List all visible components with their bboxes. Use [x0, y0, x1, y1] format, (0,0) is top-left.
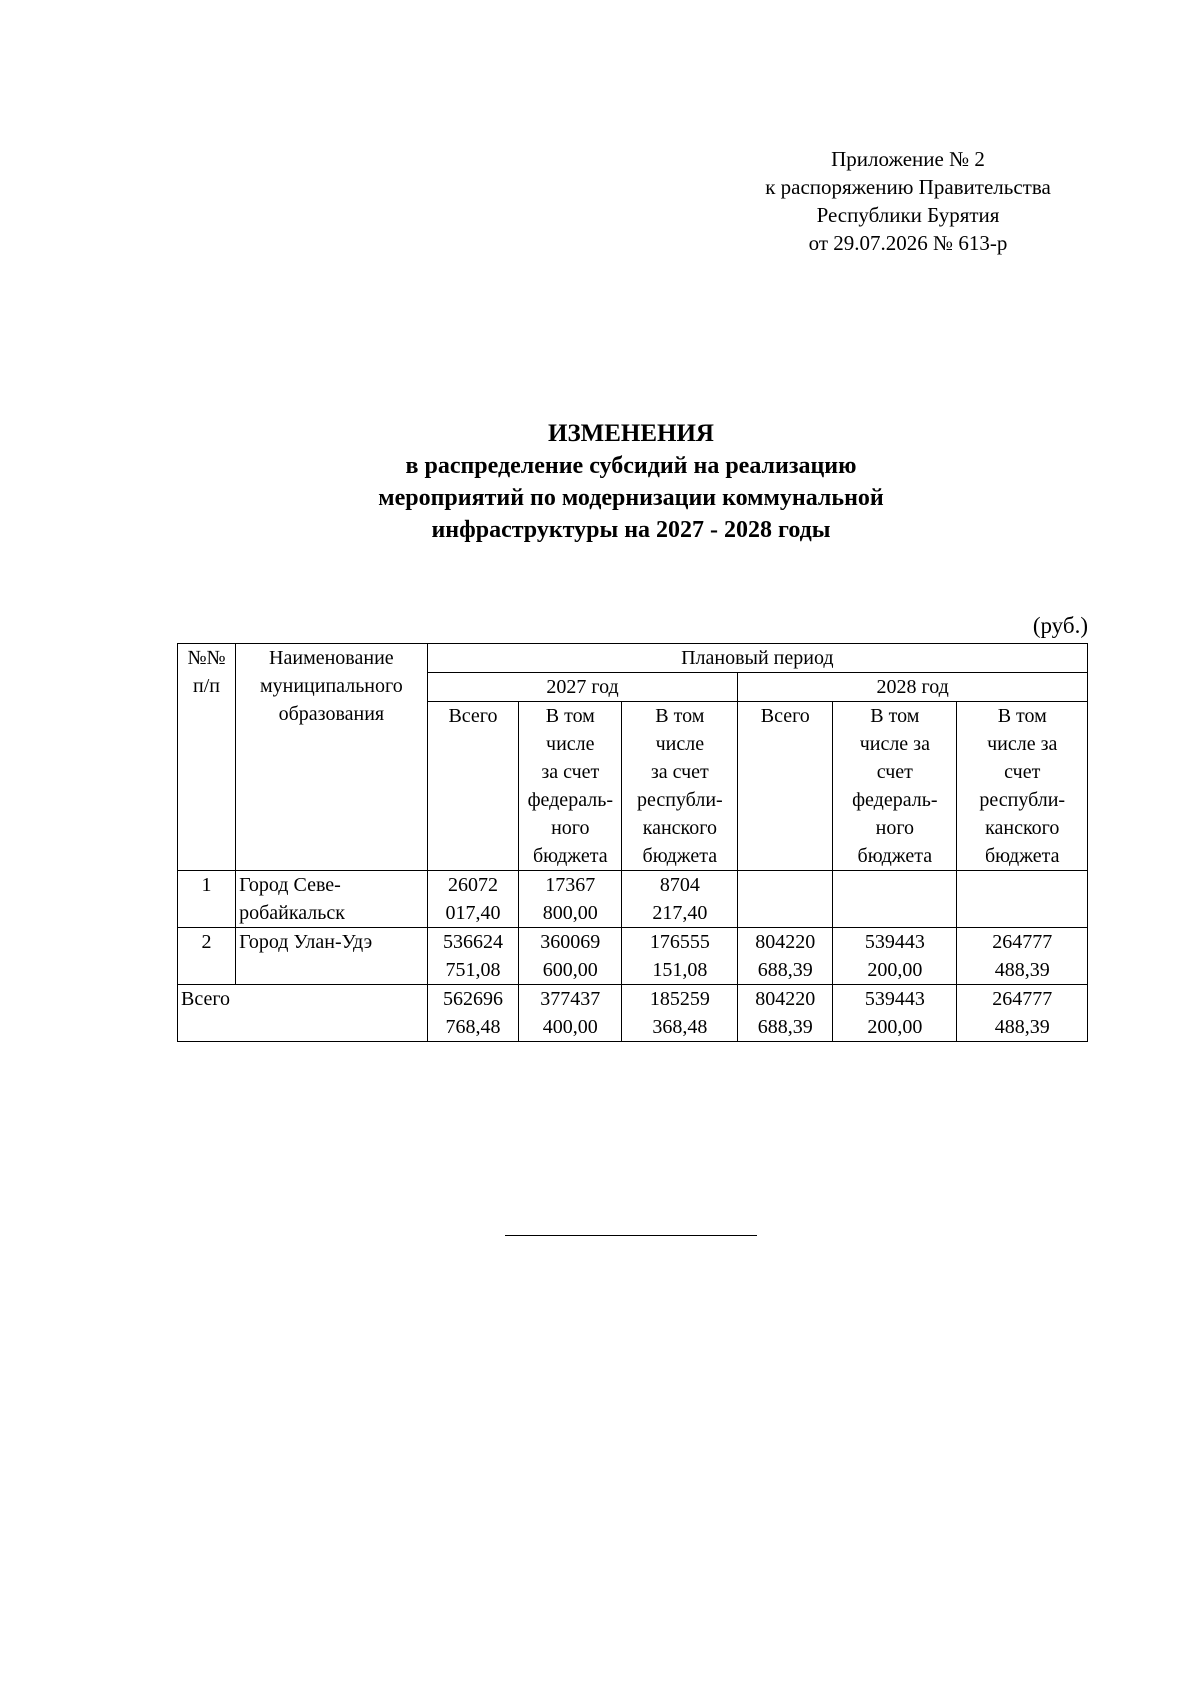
header-line: за счет	[650, 761, 709, 783]
title-line: мероприятий по модернизации коммунальной	[378, 485, 884, 511]
amount-line: 176555	[649, 931, 710, 953]
header-line: счет	[1004, 761, 1041, 783]
amount-line: 688,39	[757, 1016, 813, 1038]
amount-line: 264777	[992, 931, 1053, 953]
title-main: ИЗМЕНЕНИЯ	[548, 420, 714, 447]
amount-line: 017,40	[445, 902, 501, 924]
header-line: числе	[655, 733, 705, 755]
amount-cell	[427, 871, 519, 928]
amount-line: 539443	[864, 931, 925, 953]
appendix-line: к распоряжению Правительства	[765, 175, 1051, 199]
amount-cell	[957, 871, 1088, 928]
title-line: в распределение субсидий на реализацию	[405, 453, 857, 479]
amount-line: 751,08	[445, 959, 501, 981]
header-line: республи-	[636, 789, 723, 811]
row-municipality	[236, 871, 428, 928]
amount-cell	[622, 928, 738, 985]
header-republic-2027	[622, 702, 738, 871]
header-total-2027	[427, 702, 519, 871]
amount-line: 688,39	[757, 959, 813, 981]
header-number	[178, 644, 236, 871]
amount-cell	[519, 871, 622, 928]
total-amount-cell	[833, 985, 957, 1042]
amount-line: 217,40	[652, 902, 708, 924]
amount-line: 17367	[545, 874, 596, 896]
appendix-block	[738, 145, 1078, 257]
header-line: бюджета	[857, 845, 933, 867]
header-line: бюджета	[533, 845, 608, 867]
header-planned-period: Плановый период	[427, 644, 1087, 673]
total-amount-cell	[622, 985, 738, 1042]
header-line: В том	[997, 705, 1047, 727]
table-row	[178, 871, 1088, 928]
amount-line: 377437	[540, 988, 601, 1010]
row-number: 2	[178, 928, 236, 985]
amount-cell	[957, 928, 1088, 985]
header-republic-2028	[957, 702, 1088, 871]
header-line: канского	[985, 817, 1060, 839]
row-number: 1	[178, 871, 236, 928]
header-line: числе за	[987, 733, 1058, 755]
header-line: канского	[642, 817, 717, 839]
total-amount-cell	[427, 985, 519, 1042]
header-line: федераль-	[527, 789, 614, 811]
amount-line: 488,39	[994, 959, 1050, 981]
header-line: федераль-	[852, 789, 938, 811]
header-year-2028: 2028 год	[738, 673, 1088, 702]
municipality-line: Город Улан-Удэ	[239, 931, 373, 953]
amount-line: 488,39	[994, 1016, 1050, 1038]
amount-line: 804220	[755, 988, 816, 1010]
title-line: инфраструктуры на 2027 - 2028 годы	[431, 517, 831, 543]
header-line: республи-	[979, 789, 1066, 811]
amount-cell	[833, 928, 957, 985]
amount-line: 800,00	[542, 902, 598, 924]
header-line: за счет	[541, 761, 600, 783]
header-line: бюджета	[642, 845, 718, 867]
row-municipality	[236, 928, 428, 985]
amount-line: 185259	[649, 988, 710, 1010]
amount-line: 804220	[755, 931, 816, 953]
header-municipality-line: Наименование	[269, 647, 394, 669]
header-line: В том	[545, 705, 595, 727]
header-year-2027: 2027 год	[427, 673, 738, 702]
header-line: Всего	[448, 705, 498, 727]
amount-line: 539443	[864, 988, 925, 1010]
amount-cell	[833, 871, 957, 928]
amount-line: 8704	[659, 874, 700, 896]
municipality-line: робайкальск	[239, 902, 345, 924]
amount-line: 151,08	[652, 959, 708, 981]
total-amount-cell	[738, 985, 833, 1042]
amount-line: 368,48	[652, 1016, 708, 1038]
amount-line: 360069	[540, 931, 601, 953]
total-amount-cell	[519, 985, 622, 1042]
header-line: ного	[875, 817, 915, 839]
header-line: числе	[546, 733, 595, 755]
total-row	[178, 985, 1088, 1042]
amount-line: 200,00	[867, 1016, 923, 1038]
amount-line: 200,00	[867, 959, 923, 981]
amount-line: 768,48	[445, 1016, 501, 1038]
header-number-line: №№	[187, 647, 226, 669]
header-line: ного	[551, 817, 590, 839]
header-federal-2027	[519, 702, 622, 871]
header-line: счет	[876, 761, 913, 783]
amount-cell	[519, 928, 622, 985]
document-title	[0, 418, 1200, 546]
subsidy-table	[177, 643, 1088, 1042]
header-municipality-line: образования	[278, 703, 385, 725]
header-federal-2028	[833, 702, 957, 871]
header-municipality-line: муниципального	[259, 675, 403, 697]
amount-cell	[738, 928, 833, 985]
amount-cell	[622, 871, 738, 928]
amount-cell	[738, 871, 833, 928]
header-total-2028	[738, 702, 833, 871]
municipality-line: Город Севе-	[239, 874, 341, 896]
footer-rule	[505, 1235, 757, 1236]
header-line: В том	[655, 705, 705, 727]
header-municipality	[236, 644, 428, 871]
amount-line: 562696	[442, 988, 503, 1010]
amount-line: 600,00	[542, 959, 598, 981]
appendix-line: от 29.07.2026 № 613-р	[808, 231, 1008, 255]
total-label: Всего	[178, 985, 428, 1042]
unit-label: (руб.)	[1032, 613, 1088, 638]
header-number-line: п/п	[193, 675, 221, 697]
amount-line: 400,00	[542, 1016, 598, 1038]
amount-line: 264777	[992, 988, 1053, 1010]
amount-line: 536624	[442, 931, 503, 953]
appendix-line: Республики Бурятия	[816, 203, 1000, 227]
header-line: В том	[870, 705, 920, 727]
total-amount-cell	[957, 985, 1088, 1042]
amount-line: 26072	[447, 874, 498, 896]
appendix-line: Приложение № 2	[831, 147, 985, 171]
table-row	[178, 928, 1088, 985]
header-line: бюджета	[984, 845, 1060, 867]
header-line: Всего	[760, 705, 810, 727]
amount-cell	[427, 928, 519, 985]
header-line: числе за	[859, 733, 930, 755]
